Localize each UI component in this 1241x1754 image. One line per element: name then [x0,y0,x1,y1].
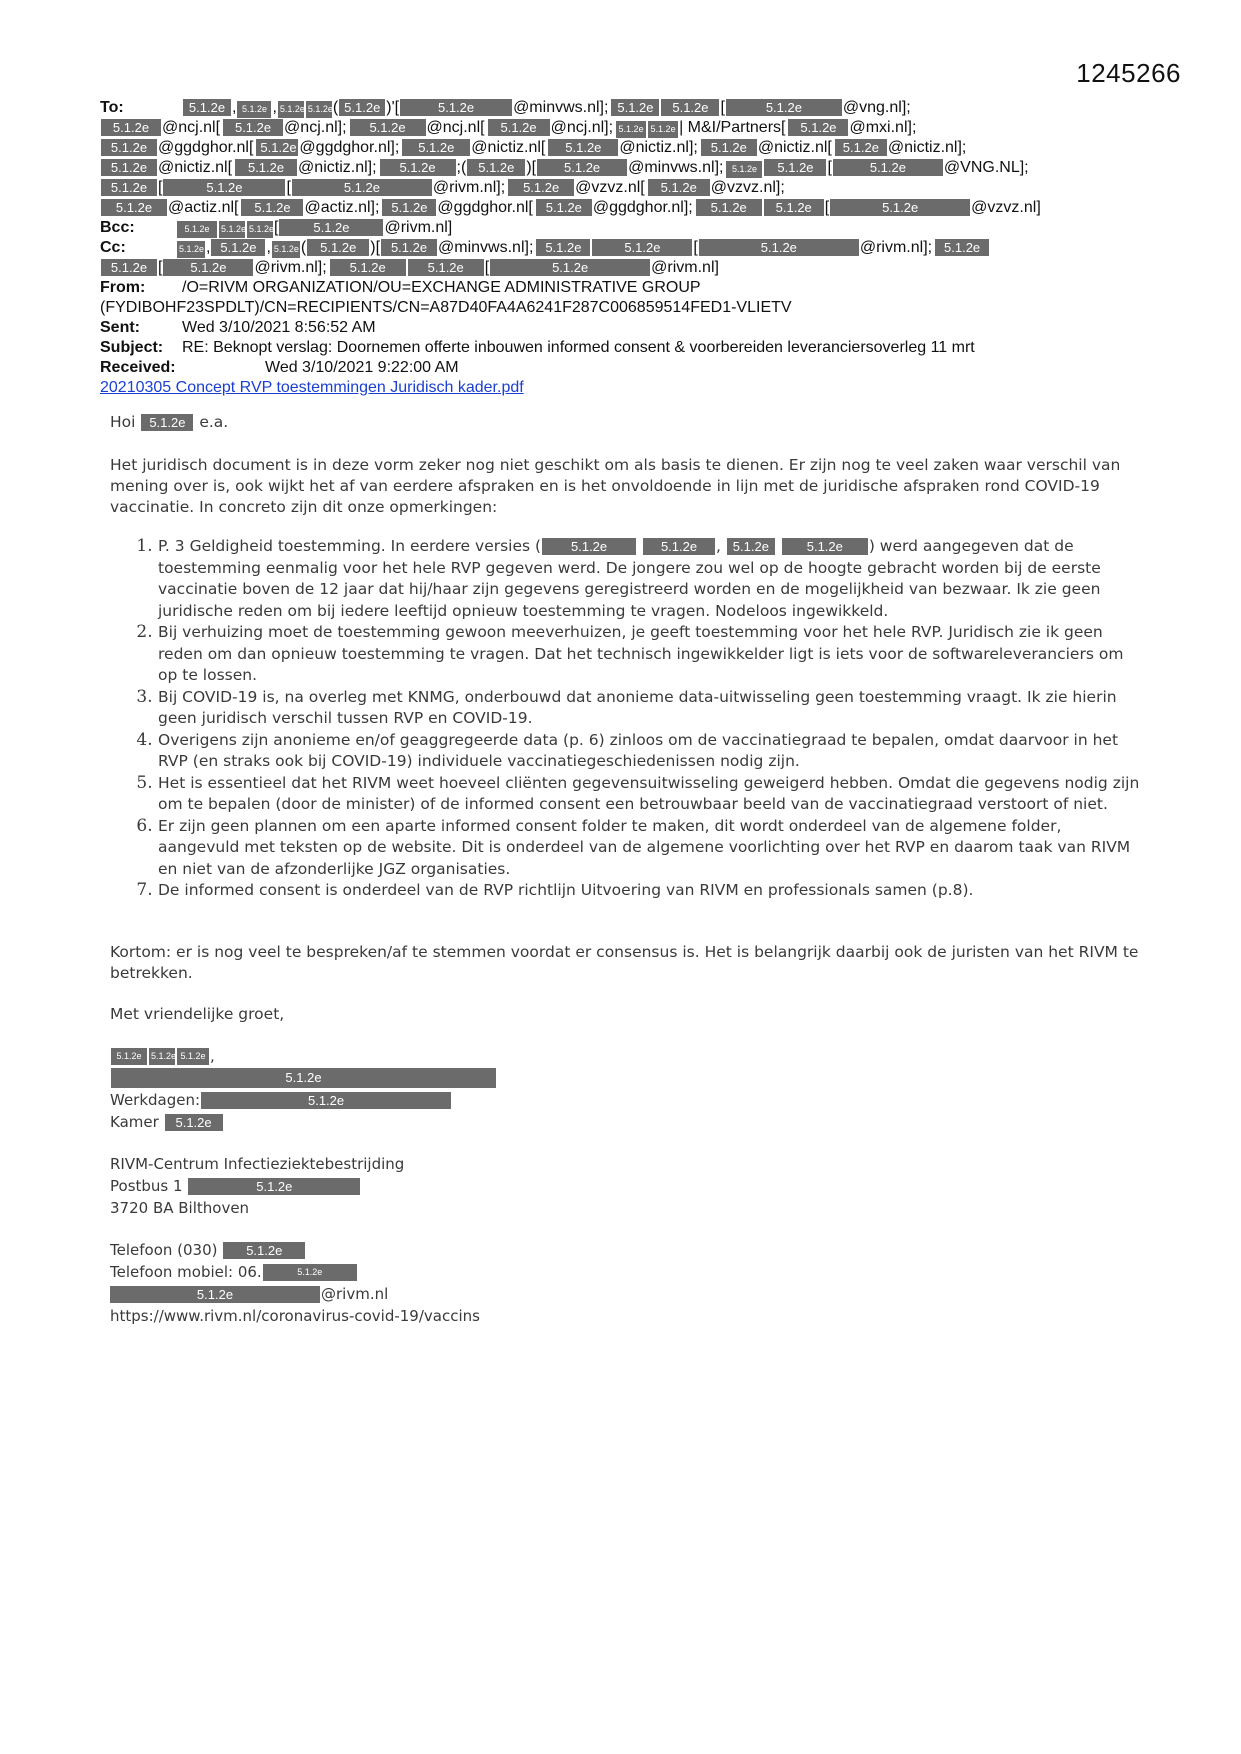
email-domain: @actiz.nl[ [168,199,239,216]
redaction: 5.1.2e [219,221,245,238]
redaction: 5.1.2e [833,159,943,176]
phone-label: Telefoon (030) [110,1240,218,1259]
redaction: 5.1.2e [536,239,590,256]
email-domain: @vzvz.nl] [971,199,1041,216]
redaction: 5.1.2e [661,99,719,116]
point-text: ) werd aangegeven dat de toestemming eenmalig voor het hele RVP gegeven werd. De jongere zou wel op de hoogte gebracht worden bij de eerste vaccinatie boven de 12 jaar dat hij/haar zijn gegevens geregistreerd worden en de mogelijkheid van bezwaar. Ik zie geen juridische reden om bij iedere leeftijd opnieuw toestemming te vragen. Nodeloos ingewikkeld. [158,537,1101,620]
redaction: 5.1.2e [111,1068,496,1088]
signature-name-block: 5.1.2e 5.1.2e 5.1.2e , 5.1.2e Werkdagen: 5.1.2e Kamer 5.1.2e [110,1045,1140,1133]
redaction: 5.1.2e [307,239,369,256]
redaction: 5.1.2e [380,159,456,176]
email-domain: @vzvz.nl]; [710,179,785,196]
redaction: 5.1.2e [183,99,231,116]
to-line [100,118,1160,138]
closing: Met vriendelijke groet, [110,1004,285,1023]
contact-block [110,1239,1140,1327]
email-domain: @ggdghor.nl]; [299,139,400,156]
redaction: 5.1.2e [101,259,157,276]
bcc-label: Bcc: [100,219,135,236]
redaction: 5.1.2e [548,139,618,156]
subject-value: RE: Beknopt verslag: Doornemen offerte inbouwen informed consent & voorbereiden leveranciersoverleg 11 mrt [182,339,975,356]
email-body [110,412,1140,1347]
remarks-list [110,536,1140,902]
redaction: 5.1.2e [223,1242,305,1259]
redaction: 5.1.2e [350,119,426,136]
email-headers [100,98,1160,398]
redaction: 5.1.2e [235,159,297,176]
list-item: 5. Het is essentieel dat het RIVM weet hoeveel cliënten gegevensuitwisseling geweigerd hebben. Omdat die gegevens nodig zijn om te bepalen (door de minister) of de informed consent een betrouwbaar beeld van de vaccinatiegraad verstoort of niet. [158,773,1140,816]
email-domain: @nictiz.nl]; [887,139,967,156]
point-text: P. 3 Geldigheid toestemming. In eerdere versies ( [158,537,542,555]
from-label: From: [100,279,146,296]
to-label: To: [100,99,124,116]
redaction: 5.1.2e [616,121,646,138]
to-line: 5.1.2e @actiz.nl[ 5.1.2e @actiz.nl]; 5.1.2e @ggdghor.nl[ 5.1.2e @ggdghor.nl]; 5.1.2e 5.1.2e [ 5.1.2e @vzvz.nl] [100,198,1160,218]
email-domain: @minvws.nl]; [628,159,724,176]
signature [110,1045,1140,1327]
redaction: 5.1.2e [701,139,757,156]
subject-label: Subject: [100,339,164,356]
redaction: 5.1.2e [101,139,157,156]
redaction: 5.1.2e [247,221,273,238]
to-line [100,138,1160,158]
redaction: 5.1.2e [141,414,193,431]
cc-line: 5.1.2e [ 5.1.2e @rivm.nl]; 5.1.2e 5.1.2e [ 5.1.2e @rivm.nl] [100,258,1160,278]
redaction: 5.1.2e [699,239,859,256]
to-line: 5.1.2e [ 5.1.2e [ 5.1.2e @rivm.nl]; 5.1.2e @vzvz.nl[ 5.1.2e @vzvz.nl]; [100,178,1160,198]
redaction: 5.1.2e [111,1048,147,1065]
redaction: 5.1.2e [278,101,304,118]
redaction: 5.1.2e [292,179,432,196]
greeting-start: Hoi [110,413,136,431]
list-item: 1. P. 3 Geldigheid toestemming. In eerdere versies ( 5.1.2e 5.1.2e , 5.1.2e 5.1.2e ) werd aangegeven dat de toestemming eenmalig voor het hele RVP gegeven werd. De jongere zou wel op de hoogte gebracht worden bij de eerste vaccinatie boven de 12 jaar dat hij/haar zijn gegevens geregistreerd worden en de mogelijkheid van bezwaar. Ik zie geen juridische reden om bij iedere leeftijd opnieuw toestemming te vragen. Nodeloos ingewikkeld. [158,536,1140,622]
redaction: 5.1.2e [149,1048,175,1065]
redaction: 5.1.2e [101,199,167,216]
redaction: 5.1.2e [223,119,283,136]
redaction: 5.1.2e [263,1264,357,1281]
mobile-label: Telefoon mobiel: 06. [110,1262,262,1281]
redaction: 5.1.2e [402,139,470,156]
postbus: Postbus 1 [110,1176,183,1195]
email-domain: @actiz.nl]; [304,199,380,216]
email-domain: @vng.nl]; [842,99,911,116]
email-domain: @ggdghor.nl]; [592,199,693,216]
redaction: 5.1.2e [490,259,650,276]
organization: RIVM-Centrum Infectieziektebestrijding [110,1154,405,1173]
redaction: 5.1.2e [788,119,848,136]
redaction: 5.1.2e [643,538,715,555]
email-domain: @vzvz.nl[ [575,179,645,196]
redaction: 5.1.2e [339,99,385,116]
redaction: 5.1.2e [279,219,383,236]
redaction: 5.1.2e [165,1114,223,1131]
redaction: 5.1.2e [782,538,868,555]
from-line [100,278,1160,298]
email-domain: @rivm.nl] [651,259,719,276]
email-domain: | M&I/Partners[ [679,119,786,136]
redaction: 5.1.2e [381,239,437,256]
list-item: 2. Bij verhuizing moet de toestemming gewoon meeverhuizen, je geeft toestemming voor het hele RVP. Juridisch zie ik geen reden om dan opnieuw toestemming te vragen. Dat het technisch ingewikkelder ligt is iets voor de softwareleveranciers om op te lossen. [158,622,1140,687]
room-label: Kamer [110,1112,159,1131]
redaction: 5.1.2e [935,239,989,256]
cc-line: Cc: 5.1.2e , 5.1.2e , 5.1.2e ( 5.1.2e )[ 5.1.2e @minvws.nl]; 5.1.2e 5.1.2e [ 5.1.2e @rivm.nl]; 5.1.2e [100,238,1160,258]
email-domain: @rivm.nl]; [254,259,327,276]
city: 3720 BA Bilthoven [110,1198,250,1217]
redaction: 5.1.2e [488,119,550,136]
address-block [110,1153,1140,1219]
redaction: 5.1.2e [272,241,300,258]
redaction: 5.1.2e [177,241,205,258]
sent-label: Sent: [100,319,140,336]
list-item: 6. Er zijn geen plannen om een aparte informed consent folder te maken, dit wordt onderdeel van de algemene folder, aangevuld met teksten op de website. Dit is onderdeel van de algemene voorlichting over het RVP en daarom taak van RIVM en niet van de afzonderlijke JGZ organisaties. [158,816,1140,881]
redaction: 5.1.2e [330,259,406,276]
redaction: 5.1.2e [211,239,265,256]
redaction: 5.1.2e [467,159,525,176]
bcc-line: Bcc: 5.1.2e 5.1.2e 5.1.2e [ 5.1.2e @rivm.nl] [100,219,453,236]
email-domain: @nictiz.nl]; [298,159,377,176]
email-domain: @VNG.NL]; [943,159,1029,176]
redaction: 5.1.2e [408,259,484,276]
email-domain: @ncj.nl[ [162,119,221,136]
email-domain: @ncj.nl[ [426,119,485,136]
redaction: 5.1.2e [648,121,678,138]
redaction: 5.1.2e [542,538,636,555]
redaction: 5.1.2e [101,179,157,196]
email-domain: @rivm.nl [321,1284,389,1303]
redaction: 5.1.2e [400,99,512,116]
redaction: 5.1.2e [163,259,253,276]
greeting [110,412,1140,433]
redaction: 5.1.2e [592,239,692,256]
redaction: 5.1.2e [726,99,842,116]
email-domain: @nictiz.nl[ [471,139,546,156]
email-domain: @minvws.nl]; [513,99,609,116]
redaction: 5.1.2e [611,99,659,116]
workdays-label: Werkdagen: [110,1090,201,1109]
to-line: 5.1.2e @nictiz.nl[ 5.1.2e @nictiz.nl]; 5.1.2e ;( 5.1.2e )[ 5.1.2e @minvws.nl]; 5.1.2e 5.1.2e [ 5.1.2e @VNG.NL]; [100,158,1160,178]
to-line: To: 5.1.2e , 5.1.2e , 5.1.2e 5.1.2e ( 5.1.2e )'[ 5.1.2e @minvws.nl]; 5.1.2e 5.1.2e [ 5.1.2e @vng.nl]; [100,99,911,116]
redaction: 5.1.2e [306,101,332,118]
received-line [100,358,1160,378]
attachment-link[interactable]: 20210305 Concept RVP toestemmingen Juridisch kader.pdf [100,379,524,396]
conclusion-paragraph: Kortom: er is nog veel te bespreken/af te stemmen voordat er consensus is. Het is belangrijk daarbij ook de juristen van het RIVM te betrekken. [110,942,1139,982]
subject-line [100,338,1160,358]
sent-line [100,318,1160,338]
redaction: 5.1.2e [835,139,887,156]
email-domain: @nictiz.nl[ [757,139,832,156]
received-value: Wed 3/10/2021 9:22:00 AM [265,359,459,376]
list-item: 3. Bij COVID-19 is, na overleg met KNMG, onderbouwd dat anonieme data-uitwisseling geen toestemming vraagt. Ik zie hierin geen juridisch verschil tussen RVP en COVID-19. [158,687,1140,730]
redaction: 5.1.2e [110,1286,320,1303]
received-label: Received: [100,359,176,376]
redaction: 5.1.2e [241,199,303,216]
redaction: 5.1.2e [382,199,436,216]
redaction: 5.1.2e [237,101,271,118]
greeting-end: e.a. [199,413,229,431]
redaction: 5.1.2e [508,179,574,196]
redaction: 5.1.2e [201,1092,451,1109]
redaction: 5.1.2e [536,199,592,216]
redaction: 5.1.2e [177,221,217,238]
email-domain: @ncj.nl]; [284,119,347,136]
from-line-continued [100,298,1160,318]
redaction: 5.1.2e [764,199,824,216]
list-item: 4. Overigens zijn anonieme en/of geaggregeerde data (p. 6) zinloos om de vaccinatiegraad te bepalen, omdat daarvoor in het RVP (en straks ook bij COVID-19) individuele vaccinatiegeschiedenissen nodig zijn. [158,730,1140,773]
email-domain: @rivm.nl]; [432,179,506,196]
list-item: 7. De informed consent is onderdeel van de RVP richtlijn Uitvoering van RIVM en professionals samen (p.8). [158,880,1140,902]
email-domain: @minvws.nl]; [438,239,534,256]
email-domain: @rivm.nl]; [859,239,933,256]
email-domain: @mxi.nl]; [849,119,917,136]
email-domain: @nictiz.nl]; [619,139,698,156]
redaction: 5.1.2e [830,199,970,216]
email-domain: @rivm.nl] [384,219,453,236]
website-url[interactable]: https://www.rivm.nl/coronavirus-covid-19/vaccins [110,1306,480,1325]
redaction: 5.1.2e [696,199,762,216]
redaction: 5.1.2e [163,179,285,196]
sent-value: Wed 3/10/2021 8:56:52 AM [182,319,376,336]
intro-paragraph: Het juridisch document is in deze vorm zeker nog niet geschikt om als basis te dienen. Er zijn nog te veel zaken waar verschil van mening over is, ook wijkt het af van eerdere afspraken en is het onvoldoende in lijn met de juridische afspraken rond COVID-19 vaccinatie. In concreto zijn dit onze opmerkingen: [110,456,1121,516]
cc-label: Cc: [100,239,126,256]
redaction: 5.1.2e [648,179,710,196]
email-domain: @ncj.nl]; [550,119,614,136]
document-id: 1245266 [1076,58,1181,88]
redaction: 5.1.2e [188,1178,360,1195]
redaction: 5.1.2e [726,161,762,178]
from-value-continued: (FYDIBOHF23SPDLT)/CN=RECIPIENTS/CN=A87D40FA4A6241F287C006859514FED1-VLIETV [100,299,792,316]
redaction: 5.1.2e [764,159,826,176]
redaction: 5.1.2e [177,1048,209,1065]
email-domain: @ggdghor.nl[ [437,199,533,216]
email-domain: @nictiz.nl[ [158,159,233,176]
redaction: 5.1.2e [101,159,157,176]
redaction: 5.1.2e [101,119,161,136]
attachment-line [100,378,1160,398]
from-value: /O=RIVM ORGANIZATION/OU=EXCHANGE ADMINISTRATIVE GROUP [182,279,701,296]
redaction: 5.1.2e [256,139,298,156]
email-domain: @ggdghor.nl[ [158,139,254,156]
redaction: 5.1.2e [537,159,627,176]
redaction: 5.1.2e [727,538,775,555]
